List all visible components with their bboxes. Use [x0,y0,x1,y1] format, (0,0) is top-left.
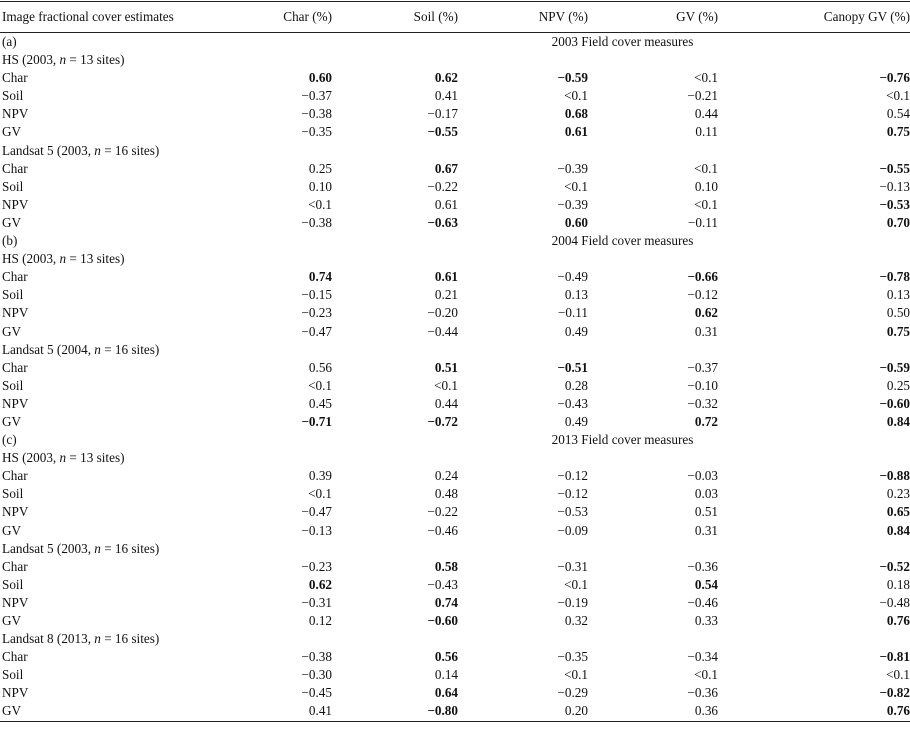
cell-canopy-gv: −0.48 [879,594,910,610]
cell-npv: <0.1 [564,88,588,104]
cell-canopy-gv: 0.50 [886,305,910,321]
group-label-n: n [59,450,67,466]
cell-char: 0.62 [308,576,332,592]
cell-gv: 0.31 [694,522,718,538]
row-label: NPV [2,305,29,321]
row-label: NPV [2,395,29,411]
cell-npv: <0.1 [564,178,588,194]
header-col-soil: Soil (%) [413,9,458,24]
cell-char: −0.45 [301,685,332,701]
cell-char: 0.45 [308,395,332,411]
cell-gv: 0.11 [695,124,718,140]
group-label-post: = 16 sites) [100,142,160,158]
table-row [0,558,910,576]
section-tag: (a) [2,34,17,49]
cell-char: −0.31 [301,594,332,610]
section-title: 2004 Field cover measures [551,233,694,249]
cell-npv: −0.11 [557,305,588,321]
correlation-table [0,1,910,722]
group-label [0,341,910,359]
cell-gv: −0.66 [687,269,718,285]
cell-char: 0.56 [308,359,332,375]
cell-npv: −0.31 [557,558,588,574]
table-row [0,413,910,431]
cell-char: 0.25 [308,160,332,176]
row-label: Char [2,558,28,574]
cell-canopy-gv: 0.70 [886,214,910,230]
table-row [0,196,910,214]
section-tag: (b) [2,233,18,249]
cell-npv: −0.53 [557,504,588,520]
header-col-char: Char (%) [283,9,332,24]
table-row [0,522,910,540]
cell-char: −0.23 [301,558,332,574]
cell-npv: −0.12 [557,468,588,484]
group-label-row [0,540,910,558]
cell-canopy-gv: −0.52 [879,558,910,574]
section-tag: (c) [2,432,17,448]
group-label-row [0,51,910,69]
cell-char: −0.71 [301,413,332,429]
cell-char: <0.1 [308,486,332,502]
section-title: 2003 Field cover measures [551,34,694,49]
group-label [0,630,910,648]
cell-gv: 0.03 [694,486,718,502]
table-row [0,323,910,341]
cell-gv: −0.32 [687,395,718,411]
cell-soil: 0.62 [434,70,458,86]
cell-npv: −0.12 [557,486,588,502]
table-row [0,105,910,123]
cell-gv: −0.11 [687,214,718,230]
table-row [0,286,910,304]
cell-soil: −0.46 [427,522,458,538]
cell-npv: 0.49 [564,323,588,339]
row-label: GV [2,613,22,628]
table-row [0,178,910,196]
cell-npv: −0.09 [557,522,588,538]
cell-char: <0.1 [308,377,332,393]
cell-canopy-gv: <0.1 [886,667,910,683]
cell-soil: −0.80 [427,703,458,719]
group-label [0,540,910,558]
cell-soil: −0.17 [427,106,458,122]
group-label-row [0,341,910,359]
cell-soil: 0.51 [434,359,458,375]
table-row [0,684,910,702]
cell-npv: −0.35 [557,649,588,665]
cell-char: −0.47 [301,323,332,339]
cell-canopy-gv: −0.88 [879,468,910,484]
group-label-post: = 13 sites) [66,450,125,466]
row-label: Soil [2,88,24,104]
group-label-pre: HS (2003, [2,52,60,68]
cell-char: −0.37 [301,88,332,104]
group-label-row [0,250,910,268]
cell-canopy-gv: 0.75 [886,323,910,339]
table-row [0,485,910,503]
cell-gv: −0.10 [687,377,718,393]
cell-npv: <0.1 [564,667,588,683]
cell-canopy-gv: −0.82 [879,685,910,701]
cell-gv: −0.03 [687,468,718,484]
cell-canopy-gv: −0.81 [879,649,910,665]
row-label: NPV [2,594,29,610]
cell-npv: 0.13 [564,287,588,303]
cell-canopy-gv: 0.84 [886,413,910,429]
cell-canopy-gv: <0.1 [886,88,910,104]
section-header-row [0,33,910,51]
cell-canopy-gv: 0.25 [886,377,910,393]
cell-soil: −0.43 [427,576,458,592]
cell-gv: −0.46 [687,594,718,610]
row-label: NPV [2,196,29,212]
cell-canopy-gv: −0.13 [879,178,910,194]
cell-gv: 0.44 [694,106,718,122]
table-row [0,304,910,322]
row-label: GV [2,703,22,719]
table-row [0,666,910,684]
group-label-n: n [94,540,101,556]
group-label-post: = 16 sites) [100,540,160,556]
row-label: Char [2,70,28,86]
group-label-post: = 16 sites) [100,631,160,647]
cell-soil: −0.20 [427,305,458,321]
cell-canopy-gv: −0.78 [879,269,910,285]
row-label: Soil [2,287,24,303]
cell-soil: 0.14 [434,667,458,683]
cell-char: −0.30 [301,667,332,683]
cell-soil: 0.64 [434,685,458,701]
table-row [0,160,910,178]
cell-char: <0.1 [308,196,332,212]
cell-char: −0.38 [301,106,332,122]
cell-char: 0.12 [308,613,332,628]
row-label: NPV [2,106,29,122]
cell-npv: −0.39 [557,160,588,176]
group-label-pre: Landsat 8 (2013, [2,631,95,647]
cell-gv: <0.1 [694,667,718,683]
cell-canopy-gv: 0.84 [886,522,910,538]
cell-npv: 0.68 [564,106,588,122]
cell-canopy-gv: 0.76 [886,613,910,628]
table-row [0,648,910,666]
section-header-row [0,431,910,449]
row-label: GV [2,323,22,339]
cell-gv: 0.33 [694,613,718,628]
group-label-pre: HS (2003, [2,450,60,466]
cell-npv: −0.29 [557,685,588,701]
table-row [0,594,910,612]
row-label: Soil [2,486,24,502]
cell-char: −0.35 [301,124,332,140]
cell-gv: 0.72 [694,413,718,429]
cell-gv: 0.54 [694,576,718,592]
cell-canopy-gv: −0.59 [879,359,910,375]
group-label-n: n [59,52,67,68]
table-row [0,123,910,141]
group-label [0,142,910,160]
cell-char: −0.23 [301,305,332,321]
cell-soil: −0.63 [427,214,458,230]
cell-soil: 0.74 [434,594,458,610]
cell-canopy-gv: −0.60 [879,395,910,411]
header-row-label: Image fractional cover estimates [2,9,174,24]
table-row [0,467,910,485]
cell-soil: −0.22 [427,504,458,520]
cell-soil: −0.55 [427,124,458,140]
row-label: GV [2,124,22,140]
cell-soil: 0.44 [434,395,458,411]
cell-gv: 0.31 [694,323,718,339]
cell-char: −0.47 [301,504,332,520]
cell-canopy-gv: 0.54 [886,106,910,122]
cell-canopy-gv: 0.76 [886,703,910,719]
row-label: NPV [2,685,29,701]
cell-soil: 0.58 [434,558,458,574]
cell-soil: 0.61 [434,269,458,285]
cell-canopy-gv: 0.65 [886,504,910,520]
cell-gv: <0.1 [694,70,718,86]
table-row [0,359,910,377]
cell-gv: −0.36 [687,685,718,701]
cell-npv: −0.43 [557,395,588,411]
section-title: 2013 Field cover measures [551,432,694,448]
cell-char: 0.39 [308,468,332,484]
cell-canopy-gv: 0.18 [886,576,910,592]
cell-char: −0.15 [301,287,332,303]
row-label: GV [2,413,22,429]
header-col-canopy-gv: Canopy GV (%) [823,9,910,24]
header-col-gv: GV (%) [676,9,718,24]
group-label-pre: HS (2003, [2,251,60,267]
cell-soil: 0.56 [434,649,458,665]
table-row [0,395,910,413]
row-label: Soil [2,377,24,393]
row-label: Char [2,468,28,484]
group-label-pre: Landsat 5 (2004, [2,341,95,357]
table-bottom-rule [0,721,910,722]
group-label-pre: Landsat 5 (2003, [2,142,95,158]
row-label: Char [2,649,28,665]
row-label: GV [2,522,22,538]
cell-canopy-gv: −0.55 [879,160,910,176]
cell-gv: 0.10 [694,178,718,194]
cell-canopy-gv: −0.53 [879,196,910,212]
cell-soil: 0.67 [434,160,458,176]
cell-npv: 0.28 [564,377,588,393]
cell-char: 0.10 [308,178,332,194]
cell-char: 0.41 [308,703,332,719]
cell-gv: −0.34 [687,649,718,665]
cell-soil: 0.41 [434,88,458,104]
cell-gv: −0.36 [687,558,718,574]
group-label-n: n [94,341,101,357]
cell-gv: <0.1 [694,160,718,176]
row-label: Char [2,359,28,375]
cell-gv: −0.37 [687,359,718,375]
group-label [0,449,910,467]
cell-char: −0.13 [301,522,332,538]
cell-npv: 0.61 [564,124,588,140]
group-label-pre: Landsat 5 (2003, [2,540,95,556]
cell-soil: 0.48 [434,486,458,502]
row-label: GV [2,214,22,230]
table-row [0,268,910,286]
row-label: Soil [2,667,24,683]
cell-npv: −0.59 [557,70,588,86]
table-row [0,69,910,87]
group-label-n: n [59,251,67,267]
cell-npv: −0.19 [557,594,588,610]
group-label-n: n [94,631,101,647]
cell-npv: 0.60 [564,214,588,230]
group-label [0,51,910,69]
cell-gv: 0.51 [694,504,718,520]
header-col-npv: NPV (%) [538,9,588,24]
row-label: NPV [2,504,29,520]
cell-char: 0.60 [308,70,332,86]
table-row [0,377,910,395]
cell-canopy-gv: −0.76 [879,70,910,86]
table-row [0,87,910,105]
row-label: Soil [2,178,24,194]
cell-soil: −0.60 [427,613,458,628]
cell-npv: 0.32 [564,613,588,628]
group-label-n: n [94,142,101,158]
cell-npv: −0.39 [557,196,588,212]
cell-gv: −0.12 [687,287,718,303]
group-label-post: = 13 sites) [66,52,125,68]
group-label-post: = 16 sites) [100,341,160,357]
cell-canopy-gv: 0.23 [886,486,910,502]
cell-gv: 0.62 [694,305,718,321]
cell-gv: 0.36 [694,703,718,719]
cell-soil: 0.24 [434,468,458,484]
table-header-row [0,2,910,32]
cell-canopy-gv: 0.13 [886,287,910,303]
group-label [0,250,910,268]
cell-npv: <0.1 [564,576,588,592]
cell-npv: 0.20 [564,703,588,719]
cell-char: 0.74 [308,269,332,285]
cell-soil: 0.21 [434,287,458,303]
table-row [0,612,910,630]
cell-npv: −0.49 [557,269,588,285]
cell-soil: −0.72 [427,413,458,429]
table-row [0,702,910,720]
cell-soil: 0.61 [434,196,458,212]
cell-soil: <0.1 [434,377,458,393]
cell-gv: <0.1 [694,196,718,212]
group-label-row [0,142,910,160]
table-row [0,576,910,594]
row-label: Soil [2,576,24,592]
group-label-row [0,449,910,467]
cell-canopy-gv: 0.75 [886,124,910,140]
cell-gv: −0.21 [687,88,718,104]
group-label-row [0,630,910,648]
cell-soil: −0.22 [427,178,458,194]
cell-npv: −0.51 [557,359,588,375]
cell-char: −0.38 [301,649,332,665]
row-label: Char [2,269,28,285]
table-body [0,33,910,721]
section-header-row [0,232,910,250]
cell-npv: 0.49 [564,413,588,429]
row-label: Char [2,160,28,176]
group-label-post: = 13 sites) [66,251,125,267]
cell-char: −0.38 [301,214,332,230]
table-row [0,503,910,521]
cell-soil: −0.44 [427,323,458,339]
table-row [0,214,910,232]
